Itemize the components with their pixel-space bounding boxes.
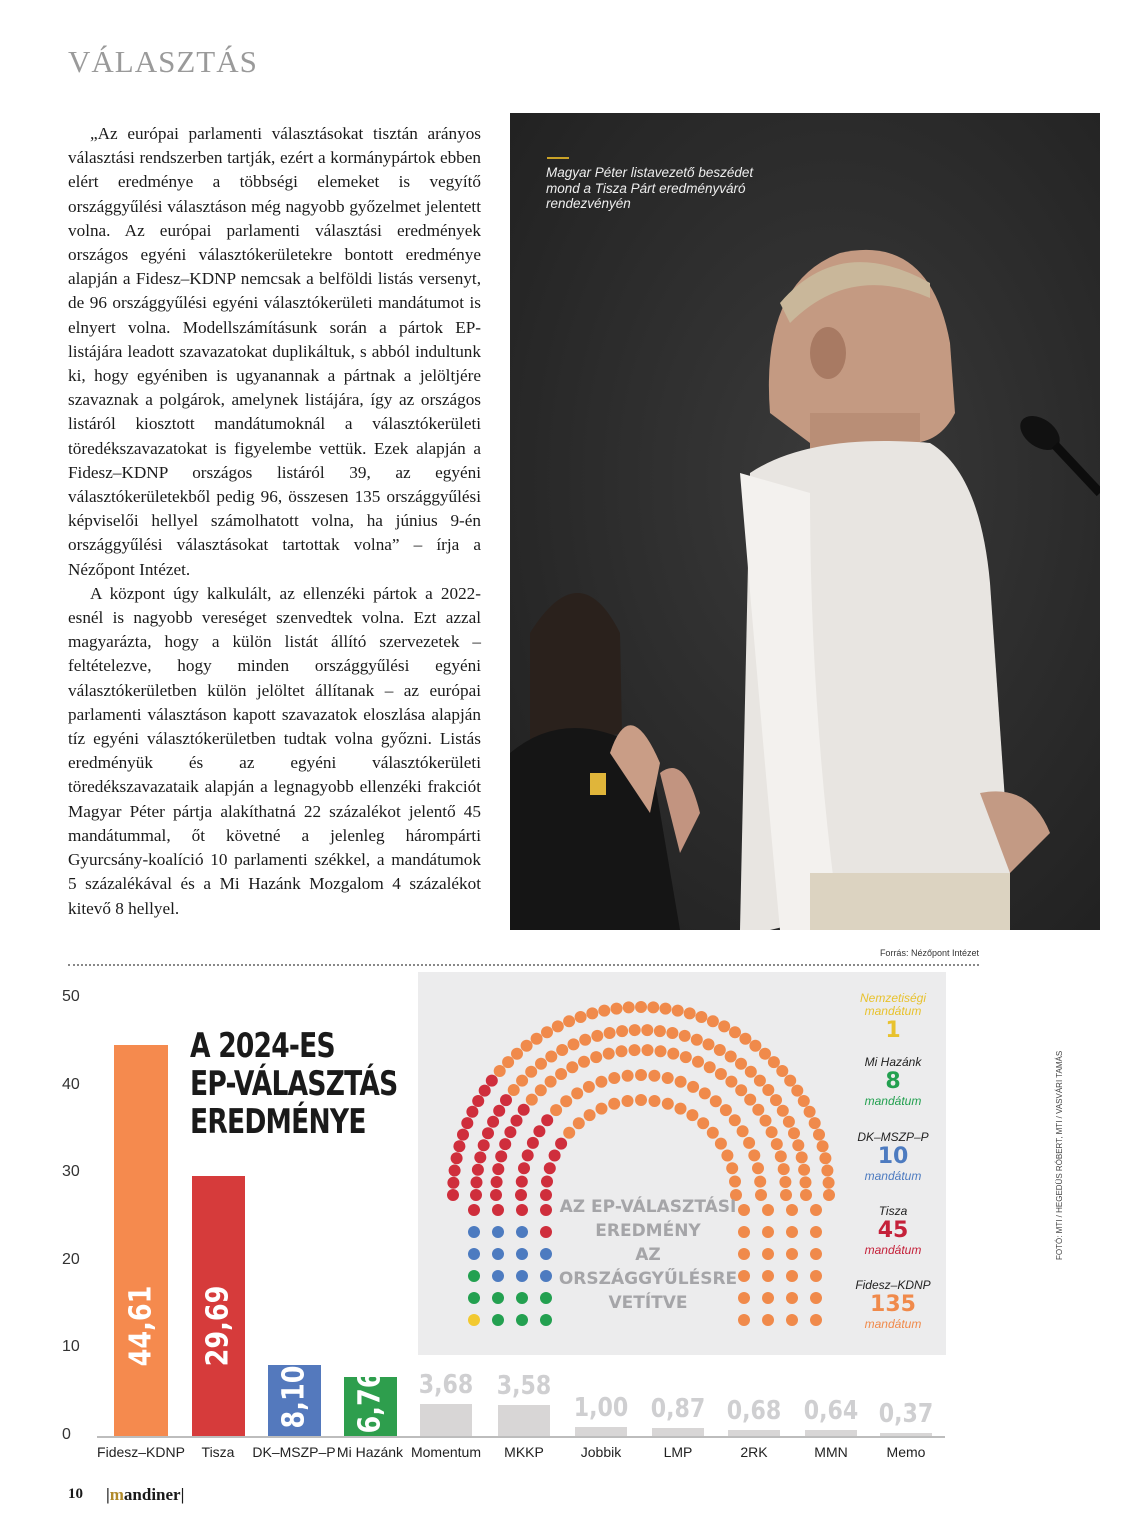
- seat-dot: [468, 1226, 480, 1238]
- seat-dot: [468, 1248, 480, 1260]
- y-tick-label: 50: [62, 988, 80, 1005]
- seat-dot: [583, 1081, 595, 1093]
- seat-dot: [810, 1204, 822, 1216]
- seat-dot: [726, 1162, 738, 1174]
- seat-dot: [813, 1129, 825, 1141]
- seat-dot: [743, 1137, 755, 1149]
- seat-dot: [725, 1076, 737, 1088]
- seat-dot: [738, 1314, 750, 1326]
- seat-dot: [468, 1270, 480, 1282]
- seat-dot: [667, 1048, 679, 1060]
- seat-dot: [502, 1056, 514, 1068]
- y-tick-label: 20: [62, 1250, 80, 1268]
- bar-value-label: 6,76: [352, 1370, 388, 1434]
- seat-dot: [819, 1152, 831, 1164]
- seat-dot: [762, 1314, 774, 1326]
- seat-dot: [461, 1117, 473, 1129]
- seat-dot: [482, 1127, 494, 1139]
- seat-dot: [541, 1114, 553, 1126]
- legend-mi-hazank: [851, 1056, 935, 1108]
- seat-dot: [608, 1098, 620, 1110]
- seat-dot: [675, 1076, 687, 1088]
- seat-dot: [768, 1056, 780, 1068]
- seat-dot: [786, 1204, 798, 1216]
- brand-logo-m: m: [109, 1485, 124, 1504]
- seat-dot: [508, 1084, 520, 1096]
- x-category-label: Tisza: [201, 1444, 235, 1460]
- legend-unit: mandátum: [864, 1169, 922, 1183]
- seat-dot: [739, 1033, 751, 1045]
- seat-dot: [721, 1150, 733, 1162]
- seat-dot: [566, 1061, 578, 1073]
- seat-dot: [754, 1075, 766, 1087]
- seat-dot: [598, 1005, 610, 1017]
- seat-dot: [715, 1068, 727, 1080]
- seat-dot: [518, 1162, 530, 1174]
- x-category-label: Momentum: [410, 1444, 482, 1460]
- seat-dot: [521, 1040, 533, 1052]
- seat-dot: [737, 1125, 749, 1137]
- seat-dot: [604, 1027, 616, 1039]
- legend-name: DK–MSZP–P: [857, 1130, 929, 1144]
- seat-dot: [817, 1140, 829, 1152]
- seat-dot: [487, 1116, 499, 1128]
- legend-count: 1: [885, 1018, 901, 1043]
- seat-dot: [718, 1020, 730, 1032]
- seat-dot: [798, 1095, 810, 1107]
- seat-dot: [660, 1003, 672, 1015]
- seat-dot: [749, 1040, 761, 1052]
- seat-dot: [641, 1024, 653, 1036]
- x-category-label: 2RK: [740, 1444, 768, 1460]
- y-tick-label: 10: [62, 1338, 80, 1356]
- seat-dot: [544, 1162, 556, 1174]
- seat-dot: [560, 1095, 572, 1107]
- seat-dot: [770, 1094, 782, 1106]
- seat-dot: [616, 1045, 628, 1057]
- seat-dot: [472, 1095, 484, 1107]
- seat-dot: [516, 1176, 528, 1188]
- seat-dot: [531, 1033, 543, 1045]
- seat-dot: [675, 1103, 687, 1115]
- bar-value-label: 3,58: [496, 1370, 552, 1401]
- seat-dot: [783, 1116, 795, 1128]
- seat-dot: [692, 1056, 704, 1068]
- seat-dot: [714, 1044, 726, 1056]
- seat-dot: [648, 1070, 660, 1082]
- seat-dot: [800, 1176, 812, 1188]
- seat-dot: [715, 1138, 727, 1150]
- seat-dot: [647, 1001, 659, 1013]
- seat-dot: [649, 1095, 661, 1107]
- seat-dot: [788, 1127, 800, 1139]
- bar-value-label: 0,64: [803, 1396, 859, 1427]
- seat-dot: [752, 1162, 764, 1174]
- brand-logo: |mandiner|: [106, 1485, 185, 1504]
- legend-fidesz-kdnp: [851, 1279, 935, 1331]
- seat-dot: [697, 1117, 709, 1129]
- seat-dot: [449, 1165, 461, 1177]
- seat-dot: [796, 1151, 808, 1163]
- seat-dot: [468, 1204, 480, 1216]
- center-text-line: AZ ORSZÁGGYŰLÉSRE: [558, 1245, 738, 1289]
- seat-dot: [500, 1094, 512, 1106]
- seat-dot: [511, 1048, 523, 1060]
- x-category-label: Memo: [886, 1444, 926, 1460]
- seat-dot: [608, 1072, 620, 1084]
- seat-dot: [453, 1140, 465, 1152]
- seat-dot: [810, 1248, 822, 1260]
- seat-dot: [515, 1189, 527, 1201]
- seat-dot: [479, 1085, 491, 1097]
- seat-dot: [687, 1081, 699, 1093]
- seat-dot: [778, 1163, 790, 1175]
- seat-dot: [762, 1204, 774, 1216]
- bar: [420, 1404, 472, 1436]
- seat-dot: [555, 1138, 567, 1150]
- seat-dot: [786, 1292, 798, 1304]
- seat-dot: [492, 1204, 504, 1216]
- y-tick-label: 0: [62, 1426, 71, 1443]
- seat-dot: [490, 1189, 502, 1201]
- seat-dot: [525, 1066, 537, 1078]
- seat-dot: [516, 1204, 528, 1216]
- seat-dot: [471, 1176, 483, 1188]
- seat-dot: [563, 1015, 575, 1027]
- seat-dot: [762, 1292, 774, 1304]
- legend-count: 135: [870, 1292, 916, 1317]
- seat-dot: [707, 1015, 719, 1027]
- seat-dot: [590, 1051, 602, 1063]
- seat-dot: [786, 1248, 798, 1260]
- seat-dot: [720, 1104, 732, 1116]
- bar: [114, 1045, 168, 1436]
- seat-dot: [762, 1084, 774, 1096]
- seat-dot: [779, 1176, 791, 1188]
- seat-dot: [776, 1065, 788, 1077]
- seat-dot: [775, 1150, 787, 1162]
- seat-dot: [516, 1075, 528, 1087]
- seat-dot: [684, 1007, 696, 1019]
- seat-dot: [495, 1150, 507, 1162]
- seat-dot: [729, 1114, 741, 1126]
- x-category-label: DK–MSZP–P: [252, 1444, 336, 1460]
- seat-dot: [535, 1058, 547, 1070]
- seat-dot: [798, 1164, 810, 1176]
- seat-dot: [527, 1137, 539, 1149]
- bar-value-label: 1,00: [573, 1393, 629, 1424]
- seat-dot: [629, 1024, 641, 1036]
- seat-dot: [629, 1044, 641, 1056]
- bar-value-label: 0,68: [726, 1396, 782, 1427]
- section-title: VÁLASZTÁS: [68, 44, 258, 79]
- photo-caption: Magyar Péter listavezető beszédet mond a Tisza Párt eredményváró rendezvényén: [546, 165, 754, 211]
- seat-dot: [516, 1270, 528, 1282]
- legend-name: Tisza: [878, 1204, 908, 1218]
- seat-dot: [616, 1025, 628, 1037]
- x-category-label: LMP: [663, 1444, 693, 1460]
- seat-dot: [478, 1139, 490, 1151]
- seat-dot: [492, 1163, 504, 1175]
- center-text-line: AZ EP-VÁLASZTÁSI: [559, 1197, 737, 1217]
- seat-dot: [655, 1045, 667, 1057]
- page-number: 10: [68, 1486, 83, 1502]
- seat-dot: [729, 1026, 741, 1038]
- seat-dot: [809, 1117, 821, 1129]
- seat-dot: [762, 1226, 774, 1238]
- legend-unit: mandátum: [864, 1317, 922, 1331]
- bar: [498, 1405, 550, 1436]
- seat-dot: [492, 1314, 504, 1326]
- seat-dot: [586, 1007, 598, 1019]
- seat-dot: [654, 1025, 666, 1037]
- seat-dot: [786, 1270, 798, 1282]
- seat-dot: [595, 1076, 607, 1088]
- seat-dot: [579, 1034, 591, 1046]
- seat-dot: [823, 1177, 835, 1189]
- seat-dot: [468, 1292, 480, 1304]
- bar-value-label: 0,37: [878, 1398, 934, 1429]
- legend-count: 10: [877, 1144, 909, 1169]
- seat-dot: [451, 1152, 463, 1164]
- seat-dot: [494, 1065, 506, 1077]
- seat-dot: [672, 1005, 684, 1017]
- x-category-label: Jobbik: [580, 1444, 622, 1460]
- seat-dot: [760, 1115, 772, 1127]
- seat-dot: [568, 1038, 580, 1050]
- seat-dot: [766, 1126, 778, 1138]
- seat-dot: [447, 1189, 459, 1201]
- legend-name: Nemzetiségi: [859, 991, 927, 1005]
- seat-dot: [596, 1103, 608, 1115]
- seat-dot: [695, 1011, 707, 1023]
- seat-dot: [622, 1070, 634, 1082]
- seat-dot: [533, 1125, 545, 1137]
- seat-dot: [492, 1248, 504, 1260]
- seat-dot: [578, 1056, 590, 1068]
- seat-dot: [516, 1292, 528, 1304]
- seat-dot: [786, 1226, 798, 1238]
- chart-title-line: EP-VÁLASZTÁS: [190, 1064, 398, 1104]
- legend-name: Fidesz–KDNP: [855, 1278, 931, 1292]
- x-category-label: Fidesz–KDNP: [97, 1444, 185, 1460]
- seat-dot: [563, 1127, 575, 1139]
- seat-dot: [635, 1094, 647, 1106]
- seat-dot: [535, 1084, 547, 1096]
- y-tick-label: 30: [62, 1163, 80, 1181]
- seat-dot: [703, 1038, 715, 1050]
- seat-dot: [575, 1011, 587, 1023]
- seat-dot: [699, 1087, 711, 1099]
- bar: [575, 1427, 627, 1436]
- seat-dot: [540, 1314, 552, 1326]
- seat-dot: [472, 1164, 484, 1176]
- legend-unit: mandátum: [864, 1004, 922, 1018]
- x-category-label: MKKP: [504, 1444, 544, 1460]
- seat-dot: [810, 1226, 822, 1238]
- seat-dot: [804, 1106, 816, 1118]
- seat-dot: [571, 1087, 583, 1099]
- seat-dot: [545, 1051, 557, 1063]
- seat-dot: [635, 1069, 647, 1081]
- seat-dot: [662, 1098, 674, 1110]
- seat-dot: [791, 1085, 803, 1097]
- seat-dot: [729, 1176, 741, 1188]
- center-text-line: EREDMÉNY: [595, 1221, 701, 1241]
- seat-dot: [823, 1189, 835, 1201]
- seat-dot: [470, 1189, 482, 1201]
- seat-dot: [492, 1292, 504, 1304]
- seat-dot: [710, 1095, 722, 1107]
- seat-dot: [771, 1138, 783, 1150]
- seat-dot: [541, 1176, 553, 1188]
- seat-dot: [556, 1044, 568, 1056]
- bar-value-label: 0,87: [650, 1394, 706, 1425]
- seat-dot: [468, 1314, 480, 1326]
- seat-dot: [786, 1314, 798, 1326]
- seat-dot: [780, 1189, 792, 1201]
- bar-value-label: 29,69: [200, 1285, 236, 1367]
- seat-dot: [447, 1177, 459, 1189]
- chart-title-line: A 2024-ES: [190, 1026, 335, 1066]
- chart-title: [190, 1027, 397, 1141]
- y-tick-label: 40: [62, 1075, 80, 1093]
- x-category-label: Mi Hazánk: [336, 1444, 404, 1460]
- seat-dot: [516, 1248, 528, 1260]
- bar: [652, 1428, 704, 1436]
- seat-dot: [474, 1151, 486, 1163]
- seat-dot: [666, 1027, 678, 1039]
- seat-dot: [748, 1149, 760, 1161]
- seat-dot: [623, 1001, 635, 1013]
- seat-dot: [759, 1048, 771, 1060]
- seat-dot: [752, 1104, 764, 1116]
- parliament-center-text: [548, 1195, 748, 1315]
- seat-dot: [584, 1109, 596, 1121]
- seat-dot: [457, 1129, 469, 1141]
- legend-unit: mandátum: [864, 1243, 922, 1257]
- seat-dot: [686, 1109, 698, 1121]
- photo-credit: FOTÓ: MTI / HEGEDÜS RÓBERT, MTI / VASVÁRI TAMÁS: [1055, 1050, 1064, 1260]
- seat-dot: [744, 1094, 756, 1106]
- seat-dot: [745, 1066, 757, 1078]
- seat-dot: [511, 1115, 523, 1127]
- seat-dot: [573, 1117, 585, 1129]
- seat-dot: [777, 1105, 789, 1117]
- legend-unit: mandátum: [864, 1094, 922, 1108]
- legend-name: Mi Hazánk: [864, 1055, 922, 1069]
- chart-title-line: EREDMÉNYE: [190, 1102, 366, 1142]
- legend-count: 45: [877, 1218, 909, 1243]
- seat-dot: [591, 1030, 603, 1042]
- legend-count: 8: [885, 1069, 901, 1094]
- seat-dot: [622, 1095, 634, 1107]
- seat-dot: [492, 1226, 504, 1238]
- seat-dot: [504, 1126, 516, 1138]
- seat-dot: [545, 1076, 557, 1088]
- seat-dot: [466, 1106, 478, 1118]
- seat-dot: [800, 1189, 812, 1201]
- seat-dot: [516, 1314, 528, 1326]
- seat-dot: [499, 1138, 511, 1150]
- seat-dot: [549, 1150, 561, 1162]
- seat-dot: [810, 1314, 822, 1326]
- seat-dot: [522, 1149, 534, 1161]
- seat-dot: [784, 1075, 796, 1087]
- seat-dot: [611, 1003, 623, 1015]
- bar-value-label: 44,61: [123, 1285, 159, 1367]
- article-paragraph: A központ úgy kalkulált, az ellenzéki pártok a 2022-esnél is nagyobb vereséget szenvedtek volna. Ezt azzal magyarázta, hogy a külön listát állító szervezetek – feltételezve, hogy minden országgyűlési egyéni választókerületben külön jelöltet állítanak – az európai parlamenti választáson kapott szavazatok eloszlása alapján tíz egyéni választókerületben tudtak volna győzni. Listás eredményük és az egyéni választókerületi töredékszavazataik alapján a legnagyobb ellenzéki frakciót Magyar Péter pártja alakíthatná 22 százalékot jelentő 45 mandátummal, őt követné a jelenleg hárompárti Gyurcsány-koalíció 10 parlamenti székkel, a mandátumok 5 százalékával és a Mi Hazánk Mozgalom 4 százalékot kitevő 8 hellyel.: [68, 583, 481, 918]
- seat-dot: [810, 1270, 822, 1282]
- seat-dot: [516, 1226, 528, 1238]
- seat-dot: [704, 1061, 716, 1073]
- x-axis-line: [97, 1436, 945, 1438]
- bar-value-label: 8,10: [276, 1365, 312, 1428]
- seat-dot: [707, 1127, 719, 1139]
- seat-dot: [735, 1058, 747, 1070]
- seat-dot: [680, 1051, 692, 1063]
- chart-source: Forrás: Nézőpont Intézet: [879, 948, 979, 958]
- seat-dot: [691, 1034, 703, 1046]
- seat-dot: [679, 1030, 691, 1042]
- seat-dot: [810, 1292, 822, 1304]
- seat-dot: [486, 1075, 498, 1087]
- seat-dot: [541, 1026, 553, 1038]
- seat-dot: [821, 1165, 833, 1177]
- seat-dot: [526, 1094, 538, 1106]
- brand-logo-text: andiner: [123, 1485, 181, 1504]
- seat-dot: [493, 1105, 505, 1117]
- seat-dot: [518, 1104, 530, 1116]
- center-text-line: VETÍTVE: [608, 1293, 688, 1313]
- legend-nemzetisegi: [851, 992, 935, 1044]
- seat-dot: [754, 1176, 766, 1188]
- legend-tisza: [851, 1205, 935, 1257]
- seat-dot: [491, 1176, 503, 1188]
- seat-dot: [552, 1020, 564, 1032]
- seat-dot: [555, 1068, 567, 1080]
- seat-dot: [762, 1248, 774, 1260]
- seat-dot: [635, 1001, 647, 1013]
- article-paragraph: „Az európai parlamenti választásokat tisztán arányos választási rendszerben tartják, ezért a kormánypártok ebben elért eredménye a többségi elemeket is vegyítő országgyűlési választáson még nagyobb győzelmet jelentett volna. Az európai parlamenti választási eredmények országos egyéni választókerületekre bontott eredménye alapján a Fidesz–KDNP nemcsak a belföldi listás versenyt, de 96 országgyűlési egyéni választókerületi mandátumot is elnyert volna. Modellszámításunk során a pártok EP-listájára leadott szavazatokat duplikáltuk, s abból indultunk ki, hogy egyéniben is ugyanannak a pártnak a jelöltjére szavaznak a polgárok, amelynek listájára, így az országos listáról kiosztott mandátumoknál a választókerületi töredékszavazatokat is figyelembe vettük. Ezek alapján a Fidesz–KDNP országos listáról 39, az egyéni választókerületekből pedig 96, összesen 135 országgyűlési képviselői hellyel számolhatott volna, ha június 9-én országgyűlési választásokat tartottak volna” – írja a Nézőpont Intézet.: [68, 124, 481, 579]
- legend-dk-mszp-p: [851, 1131, 935, 1183]
- seat-dot: [603, 1048, 615, 1060]
- seat-dot: [762, 1270, 774, 1282]
- seat-dot: [735, 1084, 747, 1096]
- bar-value-label: 3,68: [418, 1369, 474, 1400]
- x-category-label: MMN: [814, 1444, 848, 1460]
- seat-dot: [725, 1051, 737, 1063]
- seat-dot: [550, 1104, 562, 1116]
- seat-dot: [755, 1189, 767, 1201]
- seat-dot: [492, 1270, 504, 1282]
- seat-dot: [642, 1044, 654, 1056]
- seat-dot: [792, 1139, 804, 1151]
- seat-dot: [662, 1072, 674, 1084]
